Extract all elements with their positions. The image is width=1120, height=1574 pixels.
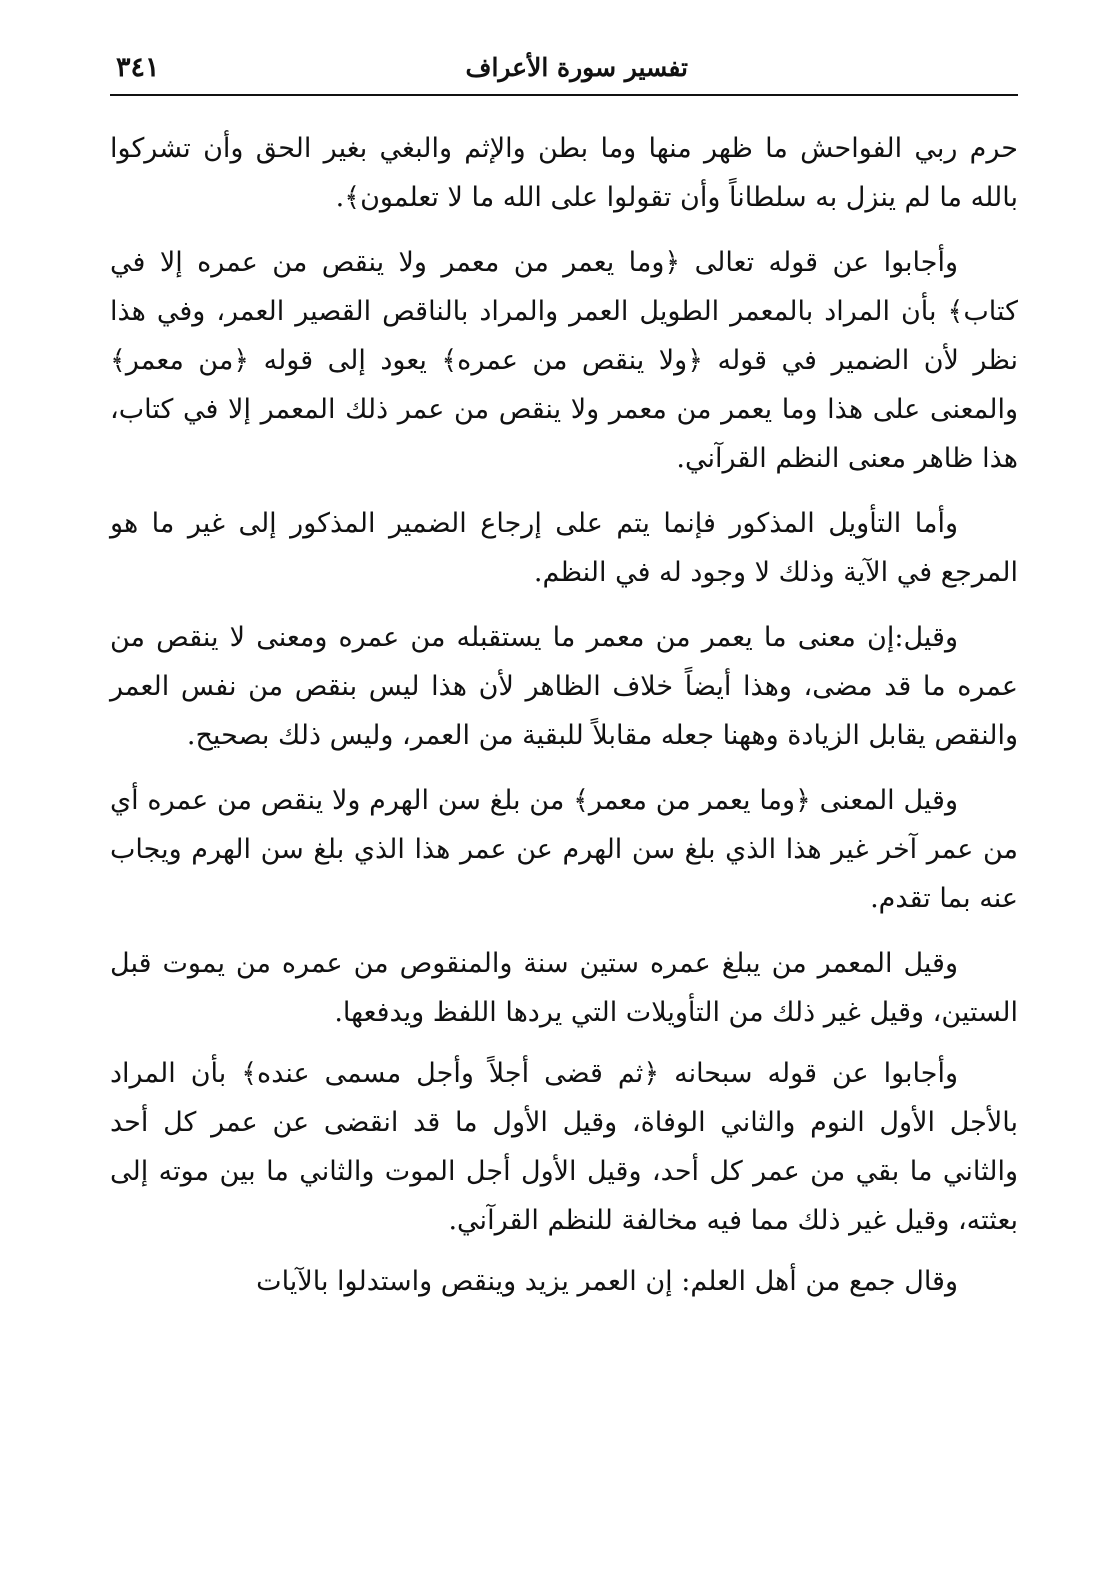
body-text — [110, 124, 1018, 1306]
paragraph: وقيل المعمر من يبلغ عمره ستين سنة والمنقوص من عمره من يموت قبل الستين، وقيل غير ذلك من التأويلات التي يردها اللفظ ويدفعها. — [110, 948, 1018, 1028]
paragraph: وأجابوا عن قوله تعالى ﴿وما يعمر من معمر ولا ينقص من عمره إلا في كتاب﴾ بأن المراد بالمعمر الطويل العمر والمراد بالناقص القصير العمر، وفي هذا نظر لأن الضمير في قوله ﴿ولا ينقص من عمره﴾ يعود إلى قوله ﴿من معمر﴾ والمعنى على هذا وما يعمر من معمر ولا ينقص من عمر ذلك المعمر إلا في كتاب، هذا ظاهر معنى النظم القرآني. — [110, 247, 1018, 474]
paragraph-continuation: حرم ربي الفواحش ما ظهر منها وما بطن والإثم والبغي بغير الحق وأن تشركوا بالله ما لم ينزل به سلطاناً وأن تقولوا على الله ما لا تعلمون﴾. — [110, 133, 1018, 213]
paragraph: وقيل:إن معنى ما يعمر من معمر ما يستقبله من عمره ومعنى لا ينقص من عمره ما قد مضى، وهذا أيضاً خلاف الظاهر لأن هذا ليس بنقص من نفس العمر والنقص يقابل الزيادة وههنا جعله مقابلاً للبقية من العمر، وليس ذلك بصحيح. — [110, 622, 1018, 751]
page-number: ٣٤١ — [116, 52, 160, 83]
paragraph: وأجابوا عن قوله سبحانه ﴿ثم قضى أجلاً وأجل مسمى عنده﴾ بأن المراد بالأجل الأول النوم والثاني الوفاة، وقيل الأول ما قد انقضى عن عمر كل أحد والثاني ما بقي من عمر كل أحد، وقيل الأول أجل الموت والثاني ما بين موته إلى بعثته، وقيل غير ذلك مما فيه مخالفة للنظم القرآني. — [110, 1058, 1018, 1236]
running-title: تفسير سورة الأعراف — [465, 53, 688, 82]
paragraph-last-line: وقال جمع من أهل العلم: إن العمر يزيد وينقص واستدلوا بالآيات — [256, 1266, 958, 1297]
running-header — [110, 48, 1018, 96]
paragraph: وأما التأويل المذكور فإنما يتم على إرجاع الضمير المذكور إلى غير ما هو المرجع في الآية وذلك لا وجود له في النظم. — [110, 508, 1018, 588]
paragraph: وقيل المعنى ﴿وما يعمر من معمر﴾ من بلغ سن الهرم ولا ينقص من عمره أي من عمر آخر غير هذا الذي بلغ سن الهرم عن عمر هذا الذي بلغ سن الهرم ويجاب عنه بما تقدم. — [110, 785, 1018, 914]
document-page — [110, 48, 1018, 1538]
